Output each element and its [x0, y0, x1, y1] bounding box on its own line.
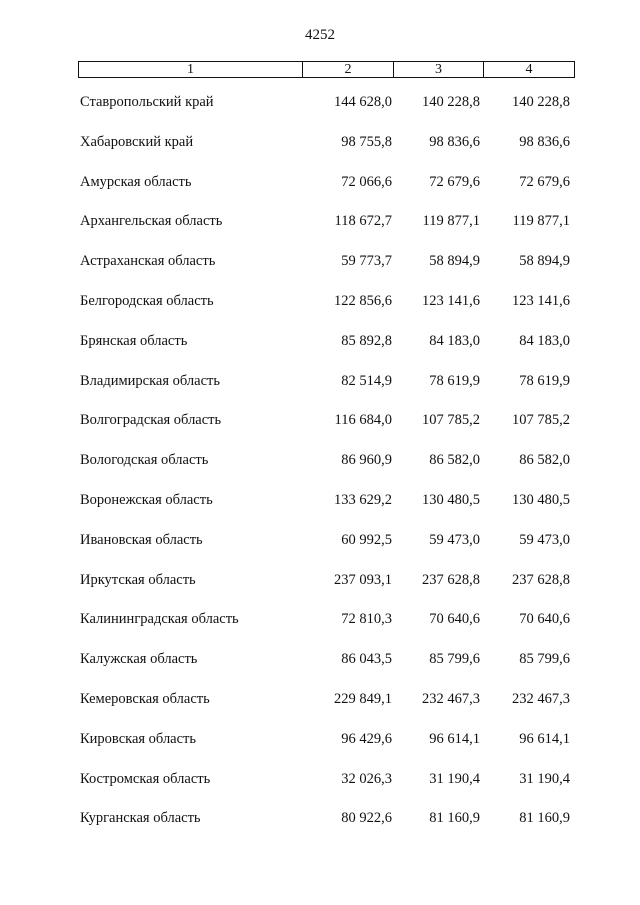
column-3-value: 237 628,8 [422, 571, 480, 588]
table-row [0, 572, 640, 612]
table-row [0, 651, 640, 691]
column-4-value: 123 141,6 [512, 292, 570, 309]
column-3-value: 72 679,6 [429, 173, 480, 190]
column-2-value: 59 773,7 [341, 253, 392, 270]
column-2-value: 118 672,7 [334, 213, 392, 230]
column-3-value: 232 467,3 [422, 690, 480, 707]
column-3-value: 59 473,0 [429, 531, 480, 548]
column-2-value: 86 043,5 [341, 651, 392, 668]
column-4-value: 31 190,4 [519, 770, 570, 787]
column-2-value: 229 849,1 [334, 690, 392, 707]
column-3-value: 107 785,2 [422, 412, 480, 429]
region-name: Ставропольский край [80, 94, 214, 110]
column-3-value: 140 228,8 [422, 94, 480, 110]
column-2-value: 98 755,8 [341, 133, 392, 150]
region-name: Волгоградская область [80, 412, 222, 429]
column-4-value: 78 619,9 [519, 372, 570, 389]
column-header-4: 4 [525, 62, 533, 77]
column-2-value: 82 514,9 [341, 372, 392, 389]
column-4-value: 84 183,0 [519, 332, 570, 349]
column-3-value: 58 894,9 [429, 253, 480, 270]
column-header-3: 3 [394, 62, 484, 77]
table-row [0, 213, 640, 253]
column-4-value: 140 228,8 [512, 94, 570, 110]
column-2-value: 60 992,5 [341, 531, 392, 548]
column-2-value: 80 922,6 [341, 810, 392, 827]
column-4-value: 81 160,9 [519, 810, 570, 827]
table-row [0, 492, 640, 532]
region-name: Костромская область [80, 770, 211, 787]
column-2-value: 237 093,1 [334, 571, 392, 588]
region-name: Брянская область [80, 332, 188, 349]
table-row [0, 532, 640, 572]
column-2-value: 122 856,6 [334, 292, 392, 309]
column-2-value: 144 628,0 [334, 94, 392, 110]
column-2-value: 133 629,2 [334, 491, 392, 508]
table-header [78, 61, 575, 78]
table-row [0, 174, 640, 214]
column-3-value: 81 160,9 [429, 810, 480, 827]
column-2-value: 96 429,6 [341, 730, 392, 747]
region-name: Кемеровская область [80, 690, 210, 707]
region-name: Калининградская область [80, 611, 239, 628]
column-3-value: 31 190,4 [429, 770, 480, 787]
region-name: Курганская область [80, 810, 201, 827]
column-3-value: 70 640,6 [429, 611, 480, 628]
column-4-value: 130 480,5 [512, 491, 570, 508]
column-3-value: 84 183,0 [429, 332, 480, 349]
region-name: Иркутская область [80, 571, 196, 588]
column-4-value: 72 679,6 [519, 173, 570, 190]
column-4-value: 237 628,8 [512, 571, 570, 588]
table-row [0, 691, 640, 731]
table-row [0, 293, 640, 333]
column-4-value: 96 614,1 [519, 730, 570, 747]
column-2-value: 72 066,6 [341, 173, 392, 190]
column-4-value: 70 640,6 [519, 611, 570, 628]
column-2-value: 85 892,8 [341, 332, 392, 349]
region-name: Астраханская область [80, 253, 216, 270]
column-header-1: 1 [79, 62, 303, 77]
column-3-value: 98 836,6 [429, 133, 480, 150]
column-3-value: 130 480,5 [422, 491, 480, 508]
region-name: Архангельская область [80, 213, 223, 230]
table-row [0, 134, 640, 174]
column-4-value: 58 894,9 [519, 253, 570, 270]
column-2-value: 116 684,0 [334, 412, 392, 429]
region-name: Ивановская область [80, 531, 203, 548]
region-name: Владимирская область [80, 372, 220, 389]
column-4-value: 232 467,3 [512, 690, 570, 707]
column-2-value: 72 810,3 [341, 611, 392, 628]
column-3-value: 96 614,1 [429, 730, 480, 747]
table-row [0, 452, 640, 492]
region-name: Хабаровский край [80, 133, 194, 150]
column-3-value: 86 582,0 [429, 452, 480, 469]
table-row [0, 94, 640, 134]
table-row [0, 771, 640, 811]
column-4-value: 86 582,0 [519, 452, 570, 469]
region-name: Вологодская область [80, 452, 209, 469]
table-row [0, 253, 640, 293]
region-name: Воронежская область [80, 491, 213, 508]
region-name: Калужская область [80, 651, 198, 668]
column-3-value: 119 877,1 [422, 213, 480, 230]
table-row [0, 810, 640, 850]
column-3-value: 78 619,9 [429, 372, 480, 389]
table-row [0, 333, 640, 373]
column-header-2: 2 [303, 62, 394, 77]
column-2-value: 32 026,3 [341, 770, 392, 787]
region-name: Амурская область [80, 173, 192, 190]
column-4-value: 98 836,6 [519, 133, 570, 150]
column-4-value: 107 785,2 [512, 412, 570, 429]
column-4-value: 119 877,1 [512, 213, 570, 230]
column-3-value: 85 799,6 [429, 651, 480, 668]
column-4-value: 85 799,6 [519, 651, 570, 668]
page-number: 4252 [305, 27, 335, 43]
region-name: Кировская область [80, 730, 197, 747]
column-4-value: 59 473,0 [519, 531, 570, 548]
table-row [0, 611, 640, 651]
table-body [0, 94, 640, 850]
region-name: Белгородская область [80, 292, 214, 309]
table-row [0, 412, 640, 452]
table-row [0, 373, 640, 413]
table-row [0, 731, 640, 771]
column-3-value: 123 141,6 [422, 292, 480, 309]
column-2-value: 86 960,9 [341, 452, 392, 469]
